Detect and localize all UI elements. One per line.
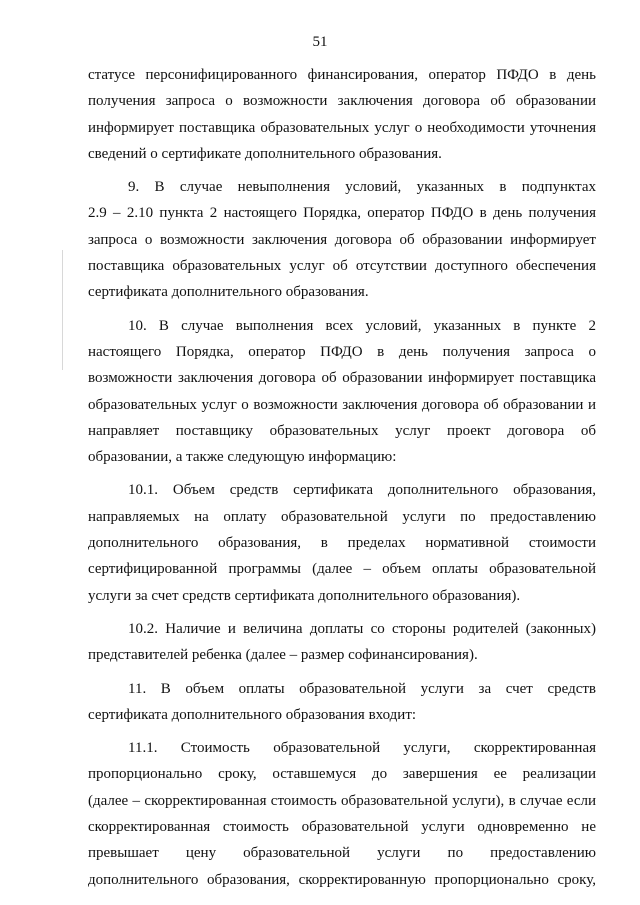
text-line: направляет поставщику образовательных услуг проект договора об [88,422,596,439]
paragraph-gap [88,728,596,735]
text-line: образовании, а также следующую информацию: [88,449,397,466]
paragraph-gap [88,306,596,313]
paragraph-item-10 [88,313,596,471]
text-line: дополнительного образования, в пределах нормативной стоимости [88,535,596,552]
paragraph-gap [88,669,596,676]
page-number: 51 [312,34,328,50]
text-line: услуги за счет средств сертификата дополнительного образования). [88,587,521,604]
text-line: 10. В случае выполнения всех условий, указанных в пункте 2 [128,317,596,334]
paragraph-item-10-1 [88,477,596,608]
text-line: скорректированная стоимость образовательной услуги одновременно не [88,819,596,836]
body-text [88,62,596,893]
text-line: 2.9 – 2.10 пункта 2 настоящего Порядка, оператор ПФДО в день получения [88,205,596,222]
paragraph-gap [88,609,596,616]
text-line: 11. В объем оплаты образовательной услуги за счет средств [128,680,596,697]
text-line: сведений о сертификате дополнительного образования. [88,145,442,162]
paragraph-gap [88,167,596,174]
text-line: настоящего Порядка, оператор ПФДО в день получения запроса о [88,343,596,360]
text-line: пропорционально сроку, оставшемуся до завершения ее реализации [88,766,596,783]
text-line: поставщика образовательных услуг об отсутствии доступного обеспечения [88,258,596,275]
text-line: запроса о возможности заключения договора об образовании информирует [88,231,596,248]
text-line: 9. В случае невыполнения условий, указанных в подпунктах [128,179,596,196]
text-line: возможности заключения договора об образовании информирует поставщика [88,370,596,387]
text-line: 10.1. Объем средств сертификата дополнительного образования, [128,482,596,499]
paragraph-gap [88,470,596,477]
paragraph-item-9 [88,174,596,305]
text-line: получения запроса о возможности заключения договора об образовании [88,93,596,110]
paragraph-item-10-2 [88,616,596,669]
text-line: 10.2. Наличие и величина доплаты со стороны родителей (законных) [128,620,596,637]
paragraph-item-11-1 [88,735,596,893]
text-line: информирует поставщика образовательных услуг о необходимости уточнения [88,119,596,136]
paragraph-continuation [88,62,596,167]
text-line: представителей ребенка (далее – размер софинансирования). [88,647,478,664]
text-line: (далее – скорректированная стоимость образовательной услуги), в случае если [88,792,596,809]
text-line: сертифицированной программы (далее – объем оплаты образовательной [88,561,596,578]
text-line: направляемых на оплату образовательной услуги по предоставлению [88,508,596,525]
text-line: превышает цену образовательной услуги по предоставлению [88,845,596,862]
text-line: сертификата дополнительного образования входит: [88,706,417,723]
text-line: сертификата дополнительного образования. [88,284,369,301]
text-line: статусе персонифицированного финансирования, оператор ПФДО в день [88,67,596,83]
text-line: образовательных услуг о возможности заключения договора об образовании и [88,396,596,413]
paragraph-item-11 [88,676,596,729]
scan-margin-line [62,250,63,370]
text-line: дополнительного образования, скорректированную пропорционально сроку, [88,871,596,888]
text-line: 11.1. Стоимость образовательной услуги, скорректированная [128,740,596,757]
